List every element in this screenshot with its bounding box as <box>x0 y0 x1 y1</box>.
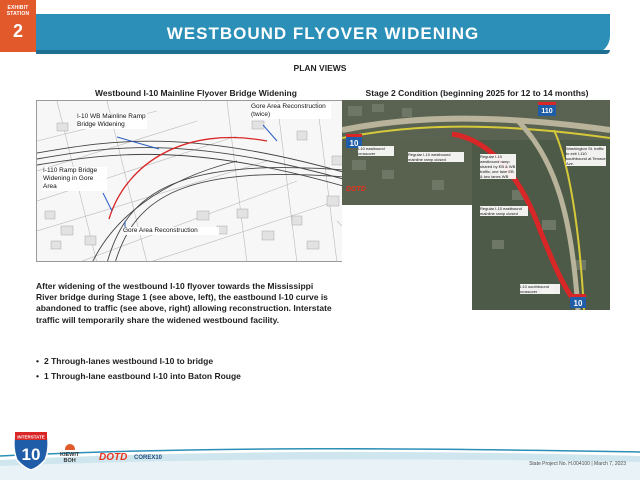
callout-gore-reconstruction: Gore Area Reconstruction <box>123 227 219 235</box>
dotd-map-logo: DOTD <box>346 186 366 193</box>
aerial-drawing <box>342 100 610 310</box>
exhibit-label-line1: EXHIBIT <box>7 5 29 11</box>
aerial-callout: I-10 southbound crossover <box>520 284 560 294</box>
left-figure-caption: Westbound I-10 Mainline Flyover Bridge Widening <box>95 88 297 98</box>
exhibit-station-tab <box>0 0 36 52</box>
aerial-callout: Regular I-10 westbound mainline ramp closed <box>408 152 464 162</box>
page-title: WESTBOUND FLYOVER WIDENING <box>166 24 480 43</box>
exhibit-label <box>0 0 36 17</box>
aerial-callout: Regular I-10 westbound ramp shared by EB & WB traffic; one lane EB & two lanes WB <box>480 154 516 179</box>
interstate-shield-icon: 110 <box>538 102 556 116</box>
list-item: • 1 Through-lane eastbound I-10 into Baton Rouge <box>36 369 241 384</box>
sun-icon <box>65 444 75 450</box>
kiewit-text: KIEWIT <box>60 452 80 458</box>
right-aerial-map <box>342 100 610 310</box>
title-band <box>36 14 610 54</box>
left-plan-map <box>36 100 356 262</box>
interstate-10-shield-icon <box>12 430 50 470</box>
corex10-logo: COREX10 <box>134 455 163 461</box>
aerial-callout: Washington St. traffic to exit I-110 southbound at Terrace Ave. <box>566 146 606 166</box>
aerial-callout: I-10 eastbound crossover <box>358 146 394 156</box>
aerial-callout: Regular I-10 eastbound mainline ramp closed <box>480 206 528 216</box>
exhibit-label-line2: STATION <box>6 11 30 17</box>
kiewit-boh-logo <box>60 444 79 464</box>
callout-i110-ramp: I-110 Ramp Bridge Widening in Gore Area <box>43 167 107 191</box>
callout-gore-twice: Gore Area Reconstruction (twice) <box>251 103 331 119</box>
description-paragraph: After widening of the westbound I-10 flyover towards the Mississippi River bridge during Stage 1 (see above, left), the eastbound I-10 curve is abandoned to traffic (see above, right) allowing reconstruction. Interstate traffic will temporarily share the widened westbound facility. <box>36 281 332 325</box>
bullet-list <box>36 354 241 384</box>
list-item: • 2 Through-lanes westbound I-10 to bridge <box>36 354 241 369</box>
boh-text: BOH <box>63 458 76 464</box>
callout-wb-mainline: I-10 WB Mainline Ramp Bridge Widening <box>77 113 146 128</box>
section-heading: PLAN VIEWS <box>293 63 347 73</box>
interstate-shield-icon: 10 <box>570 294 586 308</box>
interstate-shield-icon: 10 <box>346 134 362 148</box>
shield-top-text: INTERSTATE <box>17 434 45 440</box>
right-figure-caption: Stage 2 Condition (beginning 2025 for 12 to 14 months) <box>365 88 589 98</box>
dotd-logo: DOTD <box>99 452 128 463</box>
project-info: State Project No. H.004100 | March 7, 2023 <box>529 461 626 467</box>
exhibit-number: 2 <box>12 21 23 41</box>
shield-number: 10 <box>21 445 41 464</box>
